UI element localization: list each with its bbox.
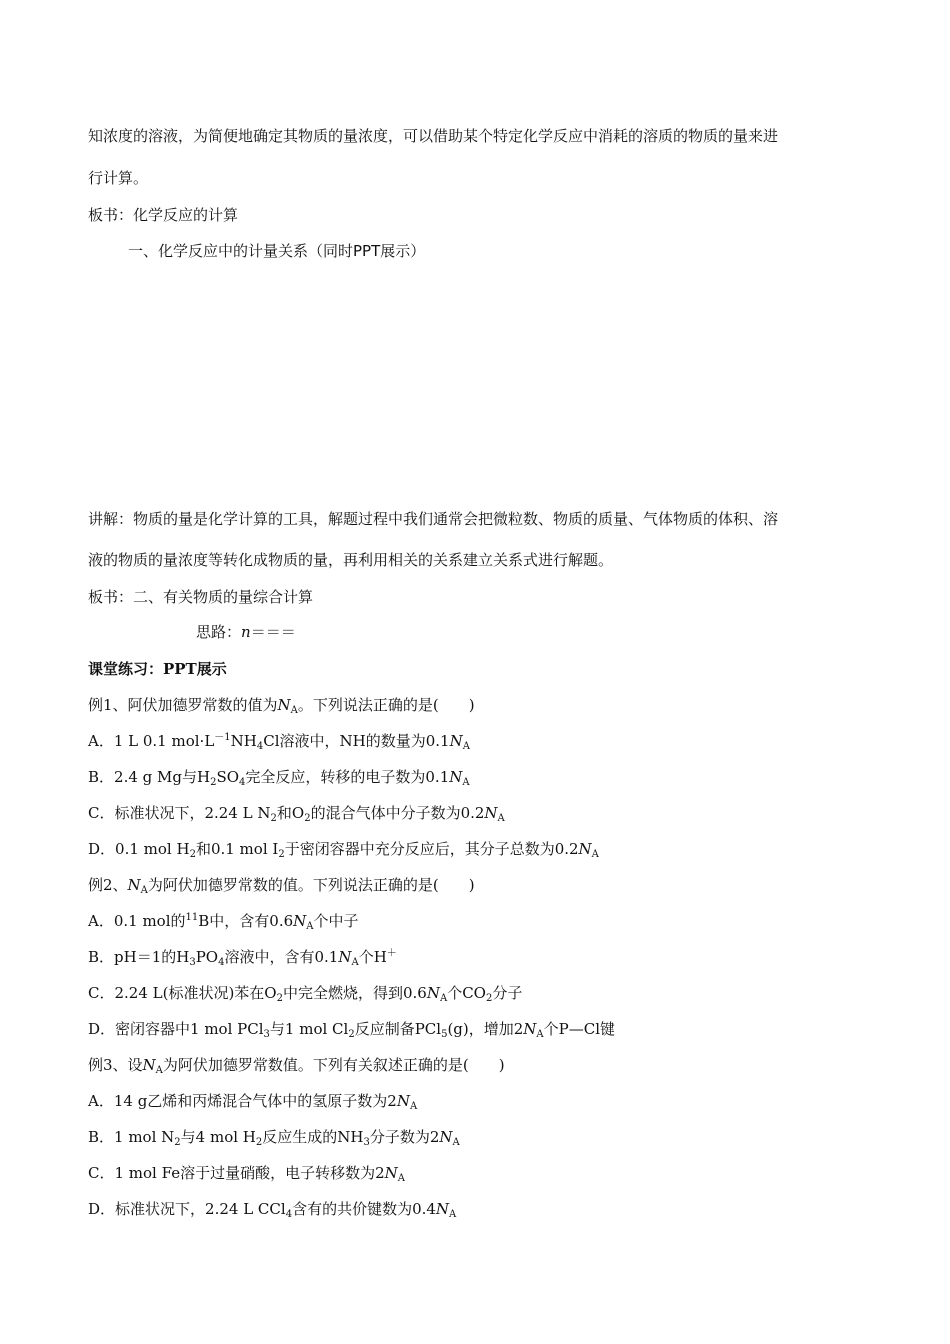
ex1-option-c xyxy=(88,803,505,823)
idea-n: n xyxy=(241,623,251,641)
ex3-stem-b: 为阿伏加德罗常数值。下列有关叙述正确的是( ) xyxy=(162,1056,505,1074)
board-heading-1: 板书：化学反应的计算 xyxy=(88,206,239,224)
na-subscript: A xyxy=(397,1173,405,1184)
ex2-b-text-3: 溶液中，含有0.1 xyxy=(224,948,339,966)
na-subscript: A xyxy=(536,1029,544,1040)
ex2-a-text-3: 个中子 xyxy=(313,912,359,930)
ex3-b-text-4: 分子数为2 xyxy=(369,1128,440,1146)
na-symbol: N xyxy=(384,1164,398,1182)
ex3-b-text-3: 反应生成的NH xyxy=(262,1128,364,1146)
ex1-a-text-2: NH xyxy=(230,732,257,750)
section-1-heading xyxy=(128,241,425,261)
ex2-option-b xyxy=(88,947,397,967)
na-symbol: N xyxy=(142,1056,156,1074)
ex2-stem-a: 例2、 xyxy=(88,876,128,894)
ex2-c-text: C．2.24 L(标准状况)苯在O xyxy=(88,984,277,1002)
na-subscript: A xyxy=(306,921,314,932)
ex1-option-d xyxy=(88,839,599,859)
explain-line-2: 液的物质的量浓度等转化成物质的量，再利用相关的关系建立关系式进行解题。 xyxy=(88,551,614,569)
na-symbol: N xyxy=(127,876,141,894)
ex3-d-text: D．标准状况下，2.24 L CCl xyxy=(88,1200,286,1218)
ex3-b-sub-a: 2 xyxy=(174,1137,181,1148)
na-subscript: A xyxy=(449,1209,457,1220)
section-1-ppt: PPT xyxy=(353,242,381,260)
ex1-c-sub-a: 2 xyxy=(270,813,277,824)
intro-line-1: 知浓度的溶液，为简便地确定其物质的量浓度，可以借助某个特定化学反应中消耗的溶质的物质的量来进 xyxy=(88,127,779,145)
ex3-a-text: A．14 g乙烯和丙烯混合气体中的氢原子数为2 xyxy=(88,1092,397,1110)
ex3-b-sub-b: 2 xyxy=(255,1137,263,1148)
ex1-stem xyxy=(88,695,475,715)
ex1-c-text-2: 和O xyxy=(276,804,305,822)
na-subscript: A xyxy=(351,957,359,968)
ex1-c-sub-b: 2 xyxy=(304,813,311,824)
ex2-d-text-5: 个P—Cl键 xyxy=(543,1020,616,1038)
ex1-a-text: A．1 L 0.1 mol·L xyxy=(88,732,215,750)
na-symbol: N xyxy=(396,1092,410,1110)
ex2-d-text-4: (g)，增加2 xyxy=(447,1020,524,1038)
ex2-d-sub-2: 2 xyxy=(348,1029,355,1040)
na-symbol: N xyxy=(449,768,463,786)
ex3-b-text: B．1 mol N xyxy=(88,1128,175,1146)
section-1-suffix: 展示） xyxy=(380,242,426,260)
na-symbol: N xyxy=(277,696,291,714)
ex1-b-text: B．2.4 g Mg与H xyxy=(88,768,211,786)
ex2-c-sub-a: 2 xyxy=(276,993,283,1004)
explain-line-1: 讲解：物质的量是化学计算的工具，解题过程中我们通常会把微粒数、物质的质量、气体物质的体积、溶 xyxy=(88,510,779,528)
ex1-d-text: D．0.1 mol H xyxy=(88,840,190,858)
ex2-c-text-2: 中完全燃烧，得到0.6 xyxy=(282,984,427,1002)
na-subscript: A xyxy=(462,777,470,788)
ex2-b-sub-4: 4 xyxy=(218,957,225,968)
ex3-d-text-2: 含有的共价键数为0.4 xyxy=(292,1200,436,1218)
na-symbol: N xyxy=(426,984,440,1002)
ex1-a-sub: 4 xyxy=(256,741,264,752)
ex1-d-text-2: 和0.1 mol I xyxy=(195,840,279,858)
na-symbol: N xyxy=(484,804,498,822)
na-symbol: N xyxy=(338,948,352,966)
ex2-a-sup: 11 xyxy=(185,912,199,923)
ex1-d-text-3: 于密闭容器中充分反应后，其分子总数为0.2 xyxy=(284,840,579,858)
ex3-option-a xyxy=(88,1091,417,1111)
na-subscript: A xyxy=(155,1065,163,1076)
na-symbol: N xyxy=(439,1128,453,1146)
ex2-d-sub-5: 5 xyxy=(441,1029,448,1040)
idea-prefix: 思路： xyxy=(196,623,242,641)
ex3-option-b xyxy=(88,1127,460,1147)
ex2-option-a xyxy=(88,911,359,931)
ex2-option-c xyxy=(88,983,522,1003)
ex2-b-sup: ＋ xyxy=(386,948,397,959)
ex1-b-sub-2: 2 xyxy=(210,777,217,788)
idea-suffix: ＝＝＝ xyxy=(250,623,296,641)
ex2-a-text: A．0.1 mol的 xyxy=(88,912,186,930)
idea-line xyxy=(196,622,296,642)
ex1-b-sub-4: 4 xyxy=(239,777,246,788)
ex2-b-text-2: PO xyxy=(195,948,219,966)
na-subscript: A xyxy=(409,1101,418,1112)
na-subscript: A xyxy=(591,849,599,860)
ex2-d-sub-3: 3 xyxy=(263,1029,270,1040)
ex1-a-text-3: Cl溶液中，NH的数量为0.1 xyxy=(263,732,450,750)
ex3-b-sub-3: 3 xyxy=(363,1137,370,1148)
ex1-stem-b: 。下列说法正确的是( ) xyxy=(297,696,475,714)
ex3-d-sub-4: 4 xyxy=(285,1209,293,1220)
ex1-d-sub-b: 2 xyxy=(278,849,285,860)
ex3-stem-a: 例3、设 xyxy=(88,1056,143,1074)
ex2-c-text-4: 分子 xyxy=(492,984,523,1002)
ex3-c-text: C．1 mol Fe溶于过量硝酸，电子转移数为2 xyxy=(88,1164,385,1182)
ex2-d-text-3: 反应制备PCl xyxy=(354,1020,442,1038)
na-symbol: N xyxy=(578,840,592,858)
ex2-b-sub-3: 3 xyxy=(189,957,196,968)
na-symbol: N xyxy=(435,1200,450,1218)
ex1-c-text-3: 的混合气体中分子数为0.2 xyxy=(310,804,485,822)
na-symbol: N xyxy=(293,912,307,930)
ex3-stem xyxy=(88,1055,505,1075)
ex3-b-text-2: 与4 mol H xyxy=(180,1128,256,1146)
na-symbol: N xyxy=(449,732,463,750)
ex1-c-text: C．标准状况下，2.24 L N xyxy=(88,804,271,822)
ex3-option-d xyxy=(88,1199,456,1219)
ex2-b-text: B．pH＝1的H xyxy=(88,948,190,966)
ex1-option-a xyxy=(88,731,470,751)
ex2-d-text-2: 与1 mol Cl xyxy=(269,1020,349,1038)
ex2-c-text-3: 个CO xyxy=(447,984,486,1002)
ex1-b-text-2: SO xyxy=(216,768,240,786)
intro-line-2: 行计算。 xyxy=(88,169,149,187)
ex1-option-b xyxy=(88,767,470,787)
na-subscript: A xyxy=(439,993,448,1004)
ex2-a-text-2: B中，含有0.6 xyxy=(198,912,294,930)
ex2-c-sub-b: 2 xyxy=(485,993,493,1004)
ex1-b-text-3: 完全反应，转移的电子数为0.1 xyxy=(245,768,450,786)
na-subscript: A xyxy=(497,813,505,824)
section-1-prefix: 一、化学反应中的计量关系（同时 xyxy=(128,242,354,260)
ex2-option-d xyxy=(88,1019,615,1039)
ex3-option-c xyxy=(88,1163,405,1183)
practice-title: 课堂练习：PPT展示 xyxy=(88,660,227,678)
ex1-d-sub-a: 2 xyxy=(189,849,196,860)
board-heading-2: 板书：二、有关物质的量综合计算 xyxy=(88,588,314,606)
na-subscript: A xyxy=(290,705,298,716)
na-subscript: A xyxy=(452,1137,460,1148)
ex2-b-text-4: 个H xyxy=(358,948,387,966)
na-symbol: N xyxy=(523,1020,537,1038)
ex2-d-text: D．密闭容器中1 mol PCl xyxy=(88,1020,264,1038)
ex1-a-sup: －1 xyxy=(214,732,231,743)
na-subscript: A xyxy=(140,885,148,896)
ex2-stem xyxy=(88,875,475,895)
ex2-stem-b: 为阿伏加德罗常数的值。下列说法正确的是( ) xyxy=(147,876,475,894)
na-subscript: A xyxy=(462,741,470,752)
ex1-stem-a: 例1、阿伏加德罗常数的值为 xyxy=(88,696,278,714)
